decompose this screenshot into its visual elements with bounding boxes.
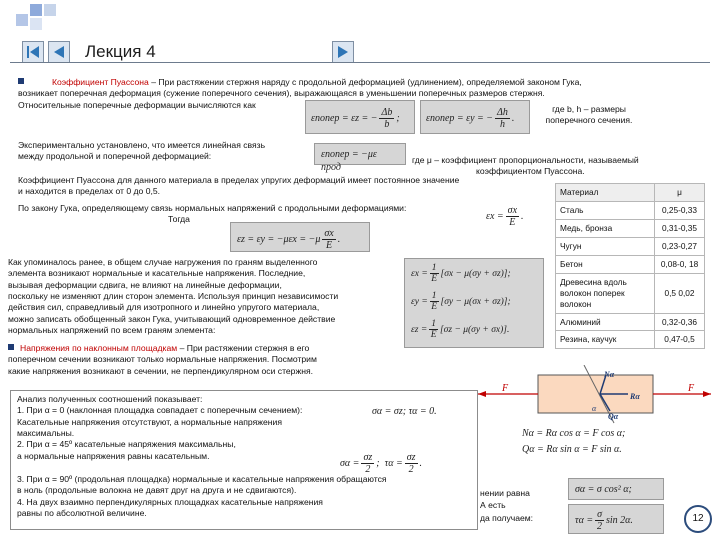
formula-den: E xyxy=(431,302,438,313)
header-divider xyxy=(10,62,710,63)
formula-den: E xyxy=(509,217,516,228)
formula-num: Δb xyxy=(381,107,393,118)
table-row xyxy=(556,201,705,219)
formula-num: 1 xyxy=(431,263,437,273)
formula-num: σx xyxy=(324,228,334,239)
material-name: Резина, каучук xyxy=(556,331,655,349)
formula-lhs: εz = εy = −μεx = −μ xyxy=(237,233,321,245)
inclined-paragraph xyxy=(8,343,408,377)
superposition-line: элемента возникают нормальные и касательные напряжения. Последние, xyxy=(8,268,306,279)
formula-row xyxy=(411,263,537,291)
formula-tail: . xyxy=(337,233,341,245)
inclined-section-diagram xyxy=(478,365,713,425)
intro-line-2: возникает поперечная деформация (сужение поперечного сечения), выражающаяся в уменьшении поперечных размеров стержня. xyxy=(18,88,545,99)
formula-tail: ; xyxy=(396,112,400,124)
superposition-line: можно записать обобщенный закон Гука, учитывающий одновременное действие xyxy=(8,313,336,324)
decor-square xyxy=(44,4,56,16)
formula-transverse xyxy=(230,222,370,252)
formula-lhs: τα = xyxy=(384,457,403,469)
material-name: Чугун xyxy=(556,237,655,255)
formula-case-1: σα = σz; τα = 0. xyxy=(372,406,437,417)
analysis-line: а нормальные напряжения равны касательным. xyxy=(17,450,210,461)
analysis-line: 1. При α = 0 (наклонная площадка совпадает с поперечным сечением): xyxy=(17,405,303,416)
formula-den: 2 xyxy=(597,521,603,532)
formula-num: 1 xyxy=(431,291,437,301)
superposition-line: нормальных напряжений по всем граням элемента: xyxy=(8,325,216,336)
material-mu: 0,08-0, 18 xyxy=(655,255,705,273)
next-slide-button[interactable] xyxy=(332,41,354,63)
obscured-line: А есть xyxy=(480,500,506,511)
force-label-left: F xyxy=(502,383,509,394)
formula-den: E xyxy=(431,274,438,285)
obscured-text xyxy=(480,487,550,524)
formula-lhs: σα = xyxy=(340,457,360,469)
analysis-line: 2. При α = 45º касательные напряжения максимальны, xyxy=(17,439,236,450)
formula-lhs: τα = xyxy=(575,514,594,526)
formula-lhs: εпопер = εy = − xyxy=(426,112,494,124)
value-range-line-2: и находится в пределах от 0 до 0,5. xyxy=(18,186,161,197)
material-mu: 0,47-0,5 xyxy=(655,331,705,349)
intro-line-3: Относительные поперечные деформации вычисляются как xyxy=(18,99,256,110)
experiment-text xyxy=(18,140,303,163)
table-header-mu: μ xyxy=(655,184,705,202)
formula-num: σz xyxy=(406,452,416,463)
table-row xyxy=(556,219,705,237)
formula-row: Nα = Rα cos α = F cos α; xyxy=(522,428,626,439)
value-range-line-1: Коэффициент Пуассона для данного материала в пределах упругих деформаций имеет постоянное значение xyxy=(18,175,460,185)
analysis-line: в ноль (продольные волокна не давят друг на друга и не сдвигаются). xyxy=(17,485,297,496)
material-name: Сталь xyxy=(556,201,655,219)
formula-num: Δh xyxy=(497,107,508,118)
formula-lhs: εy = xyxy=(411,297,428,308)
superposition-line: действия сил, справедливый для изотропного и линейно упругого материала, xyxy=(8,302,320,313)
label-n-alpha: Nα xyxy=(604,370,615,379)
prev-slide-button[interactable] xyxy=(48,41,70,63)
inclined-term: Напряжения по наклонным площадкам xyxy=(20,343,178,353)
formula-row xyxy=(411,291,537,319)
formula-den: 2 xyxy=(365,464,371,475)
formula-body: [σz − μ(σy + σx)]. xyxy=(439,325,510,336)
skip-back-icon xyxy=(23,42,43,62)
value-range-text xyxy=(18,175,538,198)
label-r-alpha: Rα xyxy=(630,392,640,401)
arrow-right-icon xyxy=(333,42,353,62)
formula-tau-alpha xyxy=(568,504,664,534)
formula-den: 2 xyxy=(408,464,414,475)
formula-mu-relation: εпопер = −με прод xyxy=(314,143,406,165)
material-mu: 0,5 0,02 xyxy=(655,273,705,313)
material-name: Древесина вдоль волокон поперек волокон xyxy=(556,273,655,313)
table-row xyxy=(556,273,705,313)
table-row xyxy=(556,331,705,349)
hooke-line-2: Тогда xyxy=(168,214,190,225)
formula-general-hooke xyxy=(404,258,544,348)
decor-square xyxy=(30,4,42,16)
table-row xyxy=(556,313,705,331)
hooke-line-1: По закону Гука, определяющему связь нормальных напряжений с продольными деформациями: xyxy=(18,203,407,213)
where-term: коэффициентом Пуассона. xyxy=(476,166,585,177)
formula-num: σ xyxy=(597,509,603,520)
inclined-line-1: – При растяжении стержня в его xyxy=(179,343,310,353)
formula-lhs: εx = xyxy=(486,210,504,222)
analysis-line: 4. На двух взаимно перпендикулярных площадках касательные напряжения xyxy=(17,496,323,507)
experiment-line-1: Экспериментально установлено, что имеется линейная связь xyxy=(18,140,266,150)
formula-num: σz xyxy=(363,452,373,463)
analysis-line: 3. При α = 90º (продольная площадка) нормальные и касательные напряжения обращаются xyxy=(17,474,387,485)
material-mu: 0,32-0,36 xyxy=(655,313,705,331)
formula-tail: . xyxy=(419,457,423,469)
analysis-line: Анализ полученных соотношений показывает: xyxy=(17,394,203,404)
material-name: Бетон xyxy=(556,255,655,273)
page-number-badge: 12 xyxy=(684,505,712,533)
formula-lhs: εx = xyxy=(411,269,428,280)
formula-force-projection xyxy=(522,426,625,457)
material-name: Алюминий xyxy=(556,313,655,331)
formula-lhs: εпопер = εz = − xyxy=(311,112,378,124)
formula-hooke xyxy=(486,205,524,228)
materials-table xyxy=(555,183,705,349)
intro-side-note: где b, h – размеры поперечного сечения. xyxy=(545,104,633,126)
formula-num: 1 xyxy=(431,319,436,329)
analysis-line: максимальны. xyxy=(17,428,75,439)
experiment-line-2: между продольной и поперечной деформацией: xyxy=(18,151,212,162)
intro-term: Коэффициент Пуассона xyxy=(52,77,149,87)
material-mu: 0,31-0,35 xyxy=(655,219,705,237)
decor-square xyxy=(16,14,28,26)
formula-tail: sin 2α. xyxy=(606,514,633,526)
force-label-right: F xyxy=(688,383,695,394)
material-name: Медь, бронза xyxy=(556,219,655,237)
formula-den: E xyxy=(430,330,437,341)
formula-row: Qα = Rα sin α = F sin α. xyxy=(522,443,622,455)
bullet xyxy=(18,78,24,84)
first-slide-button[interactable] xyxy=(22,41,44,63)
table-row xyxy=(556,255,705,273)
formula-eps-b xyxy=(305,100,415,134)
superposition-line: поскольку не изменяют длин сторон элемента. Используя принцип независимости xyxy=(8,291,339,302)
analysis-line: Касательные напряжения отсутствуют, а нормальные напряжения xyxy=(17,416,282,427)
inclined-line-2: поперечном сечении возникают только нормальные напряжения. Посмотрим xyxy=(8,354,317,365)
formula-tail: . xyxy=(511,112,515,124)
obscured-line: нении равна xyxy=(480,488,530,498)
formula-tail: . xyxy=(521,210,524,222)
formula-lhs: εz = xyxy=(411,325,428,336)
superposition-line: Как упоминалось ранее, в общем случае нагружения по граням выделенного xyxy=(8,257,318,267)
bullet xyxy=(8,344,14,350)
page-title: Лекция 4 xyxy=(85,42,156,61)
arrowhead-icon xyxy=(703,391,711,397)
material-mu: 0,25-0,33 xyxy=(655,201,705,219)
arrowhead-icon xyxy=(478,391,486,397)
decor-square xyxy=(30,18,42,30)
formula-den: h xyxy=(499,119,505,130)
label-q-alpha: Qα xyxy=(608,412,619,421)
intro-line-1: – При растяжении стержня наряду с продольной деформацией (удлинением), определяемой законом Гука, xyxy=(151,77,582,87)
formula-den: E xyxy=(326,240,333,251)
formula-body: [σx − μ(σy + σz)]; xyxy=(440,269,511,280)
analysis-line: равны по абсолютной величине. xyxy=(17,508,147,519)
formula-row xyxy=(411,319,537,347)
table-row xyxy=(556,237,705,255)
formula-body: [σy − μ(σx + σz)]; xyxy=(440,297,511,308)
where-line: где μ – коэффициент пропорциональности, называемый xyxy=(412,155,639,165)
table-header-row xyxy=(556,184,705,202)
material-mu: 0,23-0,27 xyxy=(655,237,705,255)
label-alpha: α xyxy=(592,404,597,413)
inclined-line-3: какие напряжения возникают в сечении, не перпендикулярном оси стержня. xyxy=(8,365,314,376)
formula-eps-h xyxy=(420,100,530,134)
arrow-left-icon xyxy=(49,42,69,62)
superposition-paragraph xyxy=(8,257,400,336)
superposition-line: вызывая деформации сдвига, не влияют на линейные деформации, xyxy=(8,279,282,290)
formula-sigma-alpha: σα = σ cos² α; xyxy=(568,478,664,500)
formula-case-2: σα = $\frac{\sigma z}{2}$ ; τα = $\frac{\sigma z}{2}$ . xyxy=(340,452,423,475)
table-header-material: Материал xyxy=(556,184,655,202)
formula-den: b xyxy=(384,119,390,130)
obscured-line: да получаем: xyxy=(480,512,534,523)
formula-num: σx xyxy=(507,205,518,216)
